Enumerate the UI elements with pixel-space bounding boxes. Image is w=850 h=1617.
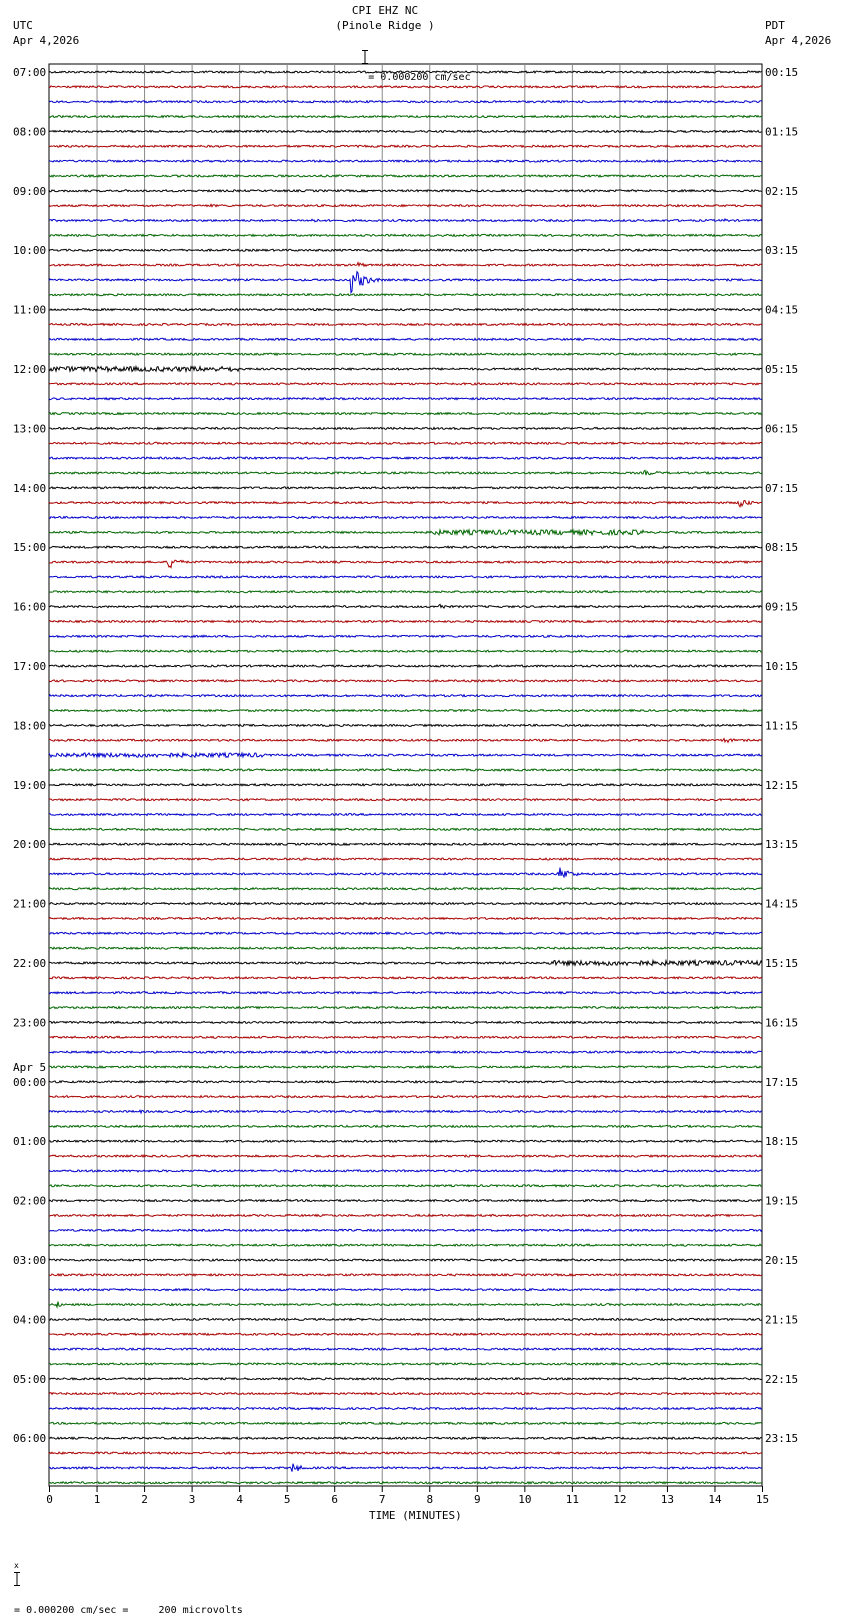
trace-line: [49, 1363, 762, 1365]
right-hour-label: 23:15: [765, 1432, 799, 1446]
trace-line: [49, 843, 762, 845]
right-hour-label: 12:15: [765, 778, 799, 792]
footer-scale: [2, 1548, 243, 1617]
trace-line: [49, 145, 762, 147]
right-hour-label: 11:15: [765, 719, 799, 733]
trace-line: [49, 917, 762, 919]
trace-line: [49, 1464, 762, 1472]
right-hour-label: 14:15: [765, 897, 799, 911]
trace-line: [49, 680, 762, 682]
trace-line: [49, 501, 762, 507]
scale-text: = 0.000200 cm/sec: [368, 72, 471, 83]
right-hour-label: 05:15: [765, 363, 799, 376]
trace-line: [49, 309, 762, 311]
left-hour-label: 16:00: [13, 600, 47, 614]
left-hour-label: 19:00: [13, 778, 47, 792]
trace-line: [49, 828, 762, 830]
right-hour-label: 06:15: [765, 422, 799, 436]
trace-line: [49, 1170, 762, 1172]
trace-line: [49, 190, 762, 192]
trace-line: [49, 784, 762, 786]
plot-frame: [49, 64, 762, 1486]
left-hour-label: 01:00: [13, 1135, 47, 1149]
x-tick-label: 2: [141, 1493, 148, 1506]
trace-line: [49, 1200, 762, 1202]
trace-line: [49, 160, 762, 162]
left-hour-label: 08:00: [13, 125, 47, 139]
x-tick-label: 11: [565, 1493, 579, 1506]
station-location: (Pinole Ridge ): [335, 19, 435, 32]
trace-line: [49, 604, 762, 608]
left-hour-label: 13:00: [13, 422, 47, 436]
left-hour-label: 07:00: [13, 66, 47, 79]
right-hour-label: 15:15: [765, 957, 799, 970]
x-tick-label: 3: [188, 1493, 196, 1506]
trace-line: [49, 487, 762, 489]
trace-line: [49, 219, 762, 222]
right-timezone: PDT: [765, 19, 785, 32]
trace-line: [49, 799, 762, 801]
trace-line: [49, 1302, 762, 1308]
trace-line: [49, 814, 762, 816]
trace-line: [49, 560, 762, 567]
left-hour-label: 21:00: [13, 897, 47, 911]
trace-line: [49, 263, 762, 267]
right-hour-label: 02:15: [765, 184, 799, 198]
trace-line: [49, 1051, 762, 1053]
trace-line: [49, 1244, 762, 1246]
trace-line: [49, 323, 762, 325]
trace-line: [49, 903, 762, 905]
right-hour-label: 16:15: [765, 1016, 799, 1030]
trace-line: [49, 1081, 762, 1083]
right-hour-label: 08:15: [765, 541, 799, 555]
footer-mark: x: [14, 1561, 19, 1570]
trace-line: [49, 1007, 762, 1009]
trace-line: [49, 1348, 762, 1350]
trace-line: [49, 470, 762, 475]
trace-line: [49, 769, 762, 771]
right-hour-label: 04:15: [765, 303, 799, 317]
trace-line: [49, 591, 762, 593]
left-hour-label: 14:00: [13, 481, 47, 495]
trace-line: [49, 1214, 762, 1216]
left-hour-label: 17:00: [13, 660, 47, 673]
right-hour-label: 07:15: [765, 481, 799, 495]
right-hour-label: 22:15: [765, 1372, 799, 1386]
trace-line: [49, 530, 762, 535]
trace-line: [49, 442, 762, 444]
left-hour-label: 05:00: [13, 1372, 47, 1386]
trace-line: [49, 932, 762, 934]
trace-line: [49, 1274, 762, 1276]
station-title: CPI EHZ NC: [351, 4, 419, 17]
right-hour-label: 19:15: [765, 1194, 799, 1208]
trace-line: [49, 101, 762, 103]
x-tick-label: 15: [755, 1493, 770, 1506]
left-hour-label: 04:00: [13, 1313, 47, 1327]
x-tick-label: 9: [473, 1493, 481, 1506]
trace-line: [49, 1482, 762, 1484]
trace-line: [49, 1110, 762, 1113]
trace-line: [49, 367, 762, 372]
left-hour-label: 11:00: [13, 303, 47, 317]
trace-line: [49, 116, 762, 118]
trace-line: [49, 1021, 762, 1023]
trace-line: [49, 249, 762, 251]
left-date: Apr 4,2026: [13, 34, 80, 47]
right-hour-label: 13:15: [765, 838, 799, 852]
trace-line: [49, 1096, 762, 1098]
trace-line: [49, 130, 762, 132]
trace-line: [49, 204, 762, 206]
trace-line: [49, 1259, 762, 1261]
trace-line: [49, 427, 762, 429]
trace-line: [49, 1155, 762, 1157]
trace-line: [49, 1036, 762, 1038]
x-axis-title: TIME (MINUTES): [369, 1509, 462, 1522]
right-hour-label: 18:15: [765, 1135, 799, 1149]
trace-line: [49, 695, 762, 697]
trace-line: [49, 1333, 762, 1335]
right-date: Apr 4,2026: [765, 34, 832, 47]
trace-line: [49, 888, 762, 890]
trace-line: [49, 650, 762, 652]
trace-line: [49, 383, 762, 385]
right-hour-label: 00:15: [765, 66, 799, 79]
trace-line: [49, 635, 762, 637]
trace-line: [49, 724, 762, 726]
x-tick-label: 8: [426, 1493, 434, 1506]
trace-line: [49, 1318, 762, 1320]
left-hour-label: 22:00: [13, 957, 47, 970]
left-hour-label: 23:00: [13, 1016, 47, 1030]
right-hour-label: 17:15: [765, 1075, 799, 1089]
trace-line: [49, 457, 762, 459]
left-hour-label: 09:00: [13, 184, 47, 198]
x-tick-label: 10: [518, 1493, 532, 1506]
left-hour-label: 12:00: [13, 363, 47, 376]
x-tick-label: 6: [331, 1493, 339, 1506]
trace-line: [49, 576, 762, 578]
right-hour-label: 21:15: [765, 1313, 799, 1327]
x-tick-label: 0: [46, 1493, 53, 1506]
trace-line: [49, 1140, 762, 1142]
trace-line: [49, 858, 762, 860]
trace-line: [49, 1229, 762, 1231]
right-hour-label: 01:15: [765, 125, 799, 139]
trace-line: [49, 1289, 762, 1291]
trace-line: [49, 353, 762, 355]
left-hour-label: 10:00: [13, 244, 47, 258]
trace-line: [49, 175, 762, 177]
trace-line: [49, 1422, 762, 1424]
trace-line: [49, 71, 762, 73]
trace-line: [49, 86, 762, 88]
right-hour-label: 20:15: [765, 1254, 799, 1267]
trace-line: [49, 1066, 762, 1068]
left-hour-label: 00:00: [13, 1075, 47, 1089]
trace-line: [49, 1393, 762, 1395]
trace-line: [49, 992, 762, 994]
trace-line: [49, 294, 762, 296]
trace-line: [49, 961, 762, 966]
trace-line: [49, 710, 762, 712]
left-hour-label: 20:00: [13, 838, 47, 852]
footer-scale-text: = 0.000200 cm/sec = 200 microvolts: [14, 1605, 243, 1616]
trace-line: [49, 977, 762, 979]
x-tick-label: 13: [660, 1493, 675, 1506]
left-hour-label: 18:00: [13, 719, 47, 733]
right-hour-label: 03:15: [765, 244, 799, 258]
x-tick-label: 1: [93, 1493, 101, 1506]
left-hour-label: 02:00: [13, 1194, 47, 1208]
trace-line: [49, 753, 762, 757]
trace-line: [49, 517, 762, 519]
trace-line: [49, 338, 762, 340]
date-change-label: Apr 5: [13, 1060, 47, 1074]
right-hour-label: 09:15: [765, 600, 799, 614]
trace-line: [49, 1185, 762, 1187]
trace-line: [49, 234, 762, 236]
x-tick-label: 7: [378, 1493, 386, 1506]
x-tick-label: 5: [283, 1493, 291, 1506]
trace-line: [49, 868, 762, 877]
x-tick-label: 4: [236, 1493, 243, 1506]
left-hour-label: 15:00: [13, 541, 47, 555]
trace-line: [49, 1125, 762, 1127]
left-hour-label: 06:00: [13, 1432, 47, 1446]
trace-line: [49, 413, 762, 415]
trace-line: [49, 1378, 762, 1380]
trace-line: [49, 1452, 762, 1454]
trace-line: [49, 739, 762, 743]
trace-line: [49, 1437, 762, 1439]
trace-line: [49, 665, 762, 667]
trace-line: [49, 620, 762, 622]
x-tick-label: 14: [708, 1493, 722, 1506]
trace-line: [49, 947, 762, 949]
left-hour-label: 03:00: [13, 1254, 47, 1267]
x-tick-label: 12: [613, 1493, 627, 1506]
left-timezone: UTC: [13, 19, 33, 32]
trace-line: [49, 1408, 762, 1410]
right-hour-label: 10:15: [765, 660, 799, 673]
trace-line: [49, 398, 762, 400]
trace-line: [49, 272, 762, 293]
trace-line: [49, 546, 762, 548]
